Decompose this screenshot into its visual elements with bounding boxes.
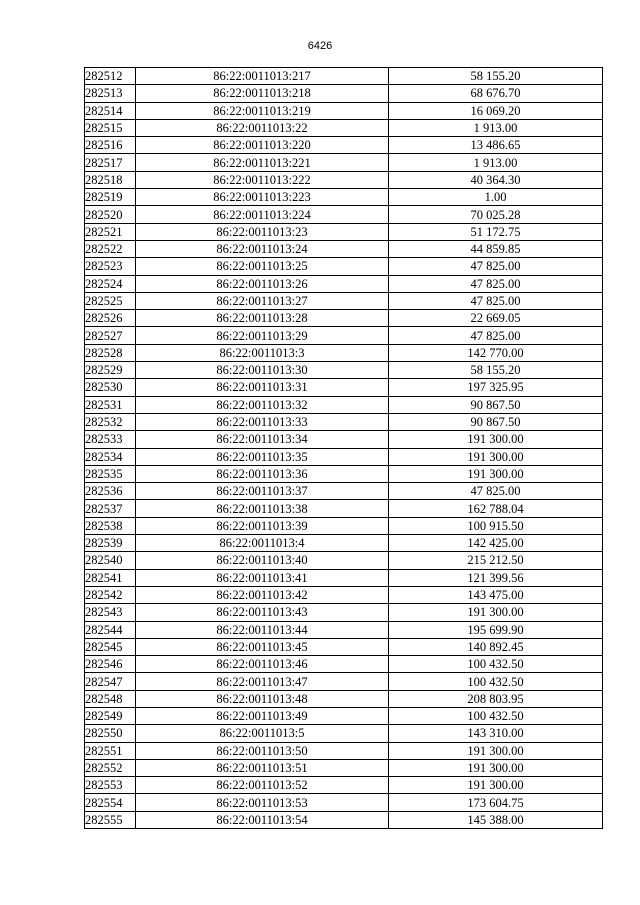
table-row: [85, 621, 603, 638]
cadastral-number-cell: 86:22:0011013:28: [136, 310, 389, 327]
row-number-cell: 282535: [85, 465, 136, 482]
table-row: [85, 465, 603, 482]
cadastral-number-cell: 86:22:0011013:51: [136, 759, 389, 776]
cadastral-value-cell: 13 486.65: [389, 137, 603, 154]
row-number-cell: 282533: [85, 431, 136, 448]
cadastral-number-cell: 86:22:0011013:50: [136, 742, 389, 759]
cadastral-number-cell: 86:22:0011013:42: [136, 586, 389, 603]
table-row: [85, 552, 603, 569]
table-row: [85, 604, 603, 621]
table-row: [85, 638, 603, 655]
row-number-cell: 282513: [85, 85, 136, 102]
cadastral-value-cell: 47 825.00: [389, 483, 603, 500]
cadastral-value-cell: 191 300.00: [389, 465, 603, 482]
cadastral-number-cell: 86:22:0011013:218: [136, 85, 389, 102]
table-row: [85, 362, 603, 379]
table-row: [85, 673, 603, 690]
table-row: [85, 483, 603, 500]
cadastral-value-cell: 44 859.85: [389, 240, 603, 257]
table-row: [85, 569, 603, 586]
table-row: [85, 206, 603, 223]
row-number-cell: 282526: [85, 310, 136, 327]
table-row: [85, 223, 603, 240]
cadastral-number-cell: 86:22:0011013:33: [136, 413, 389, 430]
row-number-cell: 282520: [85, 206, 136, 223]
cadastral-value-cell: 191 300.00: [389, 604, 603, 621]
cadastral-value-cell: 143 310.00: [389, 725, 603, 742]
cadastral-value-cell: 100 432.50: [389, 707, 603, 724]
table-row: [85, 535, 603, 552]
row-number-cell: 282521: [85, 223, 136, 240]
cadastral-number-cell: 86:22:0011013:48: [136, 690, 389, 707]
row-number-cell: 282522: [85, 240, 136, 257]
row-number-cell: 282537: [85, 500, 136, 517]
cadastral-value-cell: 1 913.00: [389, 119, 603, 136]
row-number-cell: 282554: [85, 794, 136, 811]
row-number-cell: 282512: [85, 68, 136, 85]
row-number-cell: 282534: [85, 448, 136, 465]
cadastral-value-cell: 100 915.50: [389, 517, 603, 534]
table-row: [85, 327, 603, 344]
row-number-cell: 282552: [85, 759, 136, 776]
cadastral-value-cell: 51 172.75: [389, 223, 603, 240]
cadastral-number-cell: 86:22:0011013:52: [136, 777, 389, 794]
table-row: [85, 586, 603, 603]
row-number-cell: 282542: [85, 586, 136, 603]
cadastral-number-cell: 86:22:0011013:36: [136, 465, 389, 482]
cadastral-number-cell: 86:22:0011013:47: [136, 673, 389, 690]
table-row: [85, 85, 603, 102]
table-row: [85, 189, 603, 206]
table-row: [85, 240, 603, 257]
table-row: [85, 413, 603, 430]
row-number-cell: 282518: [85, 171, 136, 188]
cadastral-value-cell: 47 825.00: [389, 275, 603, 292]
table-body: [85, 68, 603, 829]
cadastral-number-cell: 86:22:0011013:49: [136, 707, 389, 724]
cadastral-number-cell: 86:22:0011013:39: [136, 517, 389, 534]
table-row: [85, 310, 603, 327]
row-number-cell: 282539: [85, 535, 136, 552]
row-number-cell: 282516: [85, 137, 136, 154]
cadastral-value-cell: 191 300.00: [389, 448, 603, 465]
table-row: [85, 448, 603, 465]
row-number-cell: 282525: [85, 292, 136, 309]
cadastral-value-cell: 215 212.50: [389, 552, 603, 569]
cadastral-number-cell: 86:22:0011013:46: [136, 656, 389, 673]
table-row: [85, 794, 603, 811]
cadastral-value-cell: 173 604.75: [389, 794, 603, 811]
cadastral-number-cell: 86:22:0011013:220: [136, 137, 389, 154]
cadastral-number-cell: 86:22:0011013:4: [136, 535, 389, 552]
row-number-cell: 282549: [85, 707, 136, 724]
row-number-cell: 282546: [85, 656, 136, 673]
cadastral-number-cell: 86:22:0011013:222: [136, 171, 389, 188]
table-row: [85, 725, 603, 742]
cadastral-number-cell: 86:22:0011013:41: [136, 569, 389, 586]
cadastral-number-cell: 86:22:0011013:34: [136, 431, 389, 448]
cadastral-number-cell: 86:22:0011013:219: [136, 102, 389, 119]
cadastral-value-cell: 191 300.00: [389, 777, 603, 794]
cadastral-value-cell: 121 399.56: [389, 569, 603, 586]
row-number-cell: 282528: [85, 344, 136, 361]
cadastral-value-cell: 90 867.50: [389, 413, 603, 430]
cadastral-number-cell: 86:22:0011013:32: [136, 396, 389, 413]
cadastral-number-cell: 86:22:0011013:30: [136, 362, 389, 379]
table-row: [85, 396, 603, 413]
table-row: [85, 171, 603, 188]
row-number-cell: 282555: [85, 811, 136, 828]
table-row: [85, 379, 603, 396]
row-number-cell: 282543: [85, 604, 136, 621]
table-row: [85, 102, 603, 119]
row-number-cell: 282540: [85, 552, 136, 569]
row-number-cell: 282548: [85, 690, 136, 707]
row-number-cell: 282524: [85, 275, 136, 292]
cadastral-value-cell: 197 325.95: [389, 379, 603, 396]
row-number-cell: 282523: [85, 258, 136, 275]
row-number-cell: 282547: [85, 673, 136, 690]
cadastral-number-cell: 86:22:0011013:223: [136, 189, 389, 206]
row-number-cell: 282532: [85, 413, 136, 430]
cadastral-value-cell: 140 892.45: [389, 638, 603, 655]
cadastral-value-cell: 47 825.00: [389, 258, 603, 275]
row-number-cell: 282517: [85, 154, 136, 171]
cadastral-number-cell: 86:22:0011013:22: [136, 119, 389, 136]
cadastral-value-cell: 195 699.90: [389, 621, 603, 638]
table-row: [85, 742, 603, 759]
cadastral-value-cell: 1.00: [389, 189, 603, 206]
table-row: [85, 759, 603, 776]
table-row: [85, 292, 603, 309]
row-number-cell: 282515: [85, 119, 136, 136]
cadastral-number-cell: 86:22:0011013:37: [136, 483, 389, 500]
cadastral-value-cell: 40 364.30: [389, 171, 603, 188]
table-row: [85, 656, 603, 673]
table-row: [85, 777, 603, 794]
row-number-cell: 282545: [85, 638, 136, 655]
cadastral-value-cell: 58 155.20: [389, 362, 603, 379]
cadastral-number-cell: 86:22:0011013:29: [136, 327, 389, 344]
row-number-cell: 282530: [85, 379, 136, 396]
cadastral-number-cell: 86:22:0011013:40: [136, 552, 389, 569]
row-number-cell: 282519: [85, 189, 136, 206]
row-number-cell: 282536: [85, 483, 136, 500]
cadastral-number-cell: 86:22:0011013:25: [136, 258, 389, 275]
row-number-cell: 282550: [85, 725, 136, 742]
cadastral-value-cell: 142 770.00: [389, 344, 603, 361]
row-number-cell: 282541: [85, 569, 136, 586]
cadastral-number-cell: 86:22:0011013:38: [136, 500, 389, 517]
cadastral-value-cell: 16 069.20: [389, 102, 603, 119]
cadastral-value-cell: 191 300.00: [389, 431, 603, 448]
table-row: [85, 137, 603, 154]
cadastral-number-cell: 86:22:0011013:54: [136, 811, 389, 828]
row-number-cell: 282514: [85, 102, 136, 119]
row-number-cell: 282531: [85, 396, 136, 413]
cadastral-value-cell: 191 300.00: [389, 742, 603, 759]
cadastral-number-cell: 86:22:0011013:24: [136, 240, 389, 257]
row-number-cell: 282527: [85, 327, 136, 344]
cadastral-value-cell: 58 155.20: [389, 68, 603, 85]
cadastral-value-cell: 145 388.00: [389, 811, 603, 828]
cadastral-value-cell: 70 025.28: [389, 206, 603, 223]
cadastral-value-cell: 47 825.00: [389, 327, 603, 344]
row-number-cell: 282538: [85, 517, 136, 534]
table-row: [85, 707, 603, 724]
table-row: [85, 690, 603, 707]
cadastral-value-cell: 162 788.04: [389, 500, 603, 517]
table-row: [85, 275, 603, 292]
cadastral-number-cell: 86:22:0011013:43: [136, 604, 389, 621]
row-number-cell: 282553: [85, 777, 136, 794]
cadastral-value-cell: 143 475.00: [389, 586, 603, 603]
cadastral-value-table: [84, 67, 603, 829]
row-number-cell: 282529: [85, 362, 136, 379]
cadastral-value-cell: 90 867.50: [389, 396, 603, 413]
cadastral-value-cell: 208 803.95: [389, 690, 603, 707]
row-number-cell: 282551: [85, 742, 136, 759]
cadastral-value-cell: 47 825.00: [389, 292, 603, 309]
cadastral-value-cell: 68 676.70: [389, 85, 603, 102]
table-row: [85, 500, 603, 517]
cadastral-number-cell: 86:22:0011013:221: [136, 154, 389, 171]
cadastral-number-cell: 86:22:0011013:53: [136, 794, 389, 811]
row-number-cell: 282544: [85, 621, 136, 638]
cadastral-number-cell: 86:22:0011013:23: [136, 223, 389, 240]
cadastral-number-cell: 86:22:0011013:217: [136, 68, 389, 85]
cadastral-number-cell: 86:22:0011013:5: [136, 725, 389, 742]
cadastral-number-cell: 86:22:0011013:35: [136, 448, 389, 465]
cadastral-number-cell: 86:22:0011013:27: [136, 292, 389, 309]
page-number: 6426: [307, 40, 333, 52]
table-row: [85, 344, 603, 361]
table-row: [85, 517, 603, 534]
cadastral-number-cell: 86:22:0011013:45: [136, 638, 389, 655]
table-row: [85, 431, 603, 448]
cadastral-number-cell: 86:22:0011013:3: [136, 344, 389, 361]
cadastral-number-cell: 86:22:0011013:224: [136, 206, 389, 223]
cadastral-value-cell: 22 669.05: [389, 310, 603, 327]
cadastral-number-cell: 86:22:0011013:31: [136, 379, 389, 396]
cadastral-value-cell: 191 300.00: [389, 759, 603, 776]
cadastral-value-cell: 1 913.00: [389, 154, 603, 171]
table-row: [85, 258, 603, 275]
cadastral-value-cell: 100 432.50: [389, 673, 603, 690]
cadastral-number-cell: 86:22:0011013:44: [136, 621, 389, 638]
cadastral-value-cell: 100 432.50: [389, 656, 603, 673]
table-row: [85, 68, 603, 85]
cadastral-value-cell: 142 425.00: [389, 535, 603, 552]
cadastral-number-cell: 86:22:0011013:26: [136, 275, 389, 292]
table-row: [85, 811, 603, 828]
table-row: [85, 154, 603, 171]
table-row: [85, 119, 603, 136]
